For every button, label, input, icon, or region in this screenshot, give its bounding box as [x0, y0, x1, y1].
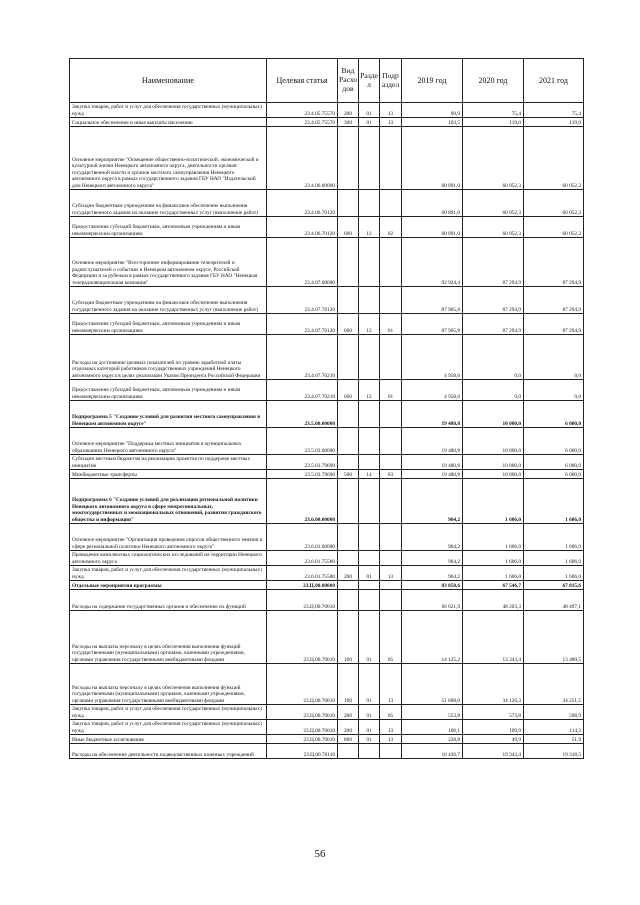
table-row	[70, 380, 584, 401]
cell-subsection: 05	[380, 611, 402, 664]
table-row	[70, 118, 584, 127]
cell-section	[359, 455, 380, 470]
cell-name: Проведение комплексных социологических исследований на территории Ненецкого автономного округа	[70, 551, 267, 566]
cell-section	[359, 524, 380, 551]
cell-kind	[338, 590, 359, 611]
cell-subsection	[380, 335, 402, 380]
cell-subsection	[380, 401, 402, 428]
header-kind: Вид Расхо дов	[338, 59, 359, 103]
table-row	[70, 479, 584, 524]
cell-2019: 51 608,0	[402, 664, 463, 705]
table-row	[70, 590, 584, 611]
cell-kind	[338, 581, 359, 590]
cell-name: Расходы на выплаты персоналу в целях обеспечения выполнения функций государственными (муниципальными) органами, казенными учреждениями, органами управления государственными внебюджетными фондами	[70, 664, 267, 705]
cell-2020: 87 294,9	[463, 287, 524, 314]
header-section: Разде л	[359, 59, 380, 103]
table-row	[70, 287, 584, 314]
cell-section: 12	[359, 314, 380, 335]
cell-2021: 119,0	[524, 118, 584, 127]
cell-2019: 87 965,8	[402, 314, 463, 335]
cell-section: 01	[359, 664, 380, 705]
cell-name: Закупка товаров, работ и услуг для обеспечения государственных (муниципальных) нужд	[70, 705, 267, 720]
cell-subsection	[380, 551, 402, 566]
cell-2019: 964,2	[402, 566, 463, 581]
cell-subsection	[380, 455, 402, 470]
cell-subsection	[380, 190, 402, 217]
table-row	[70, 705, 584, 720]
cell-2021: 87 294,9	[524, 238, 584, 287]
cell-section: 01	[359, 720, 380, 735]
cell-kind	[338, 335, 359, 380]
cell-section	[359, 479, 380, 524]
table-header-row	[70, 59, 584, 103]
cell-name: Подпрограмма 6 "Создание условий для реализации региональной политики Ненецкого автономного округа в сфере межрегиональных, межгосударственных и межнациональных отношений, развития гражданского общества и информации"	[70, 479, 267, 524]
cell-2019: 90,9	[402, 103, 463, 118]
cell-section	[359, 590, 380, 611]
cell-2020: 75,4	[463, 103, 524, 118]
cell-2020: 60 052,3	[463, 127, 524, 190]
cell-section	[359, 238, 380, 287]
cell-section	[359, 287, 380, 314]
cell-2019: 19 480,8	[402, 470, 463, 479]
cell-2021: 87 294,9	[524, 314, 584, 335]
cell-2020: 0,0	[463, 335, 524, 380]
cell-kind	[338, 401, 359, 428]
cell-2021: 19 318,5	[524, 744, 584, 759]
cell-2020: 10 000,0	[463, 470, 524, 479]
cell-2020: 119,0	[463, 118, 524, 127]
cell-2019: 19 480,8	[402, 401, 463, 428]
cell-2021: 0,0	[524, 335, 584, 380]
table-row	[70, 314, 584, 335]
table-row	[70, 664, 584, 705]
cell-2019: 964,2	[402, 524, 463, 551]
cell-name: Закупка товаров, работ и услуг для обеспечения государственных (муниципальных) нужд	[70, 566, 267, 581]
table-row	[70, 566, 584, 581]
cell-section: 12	[359, 217, 380, 238]
cell-2019: 83 058,6	[402, 581, 463, 590]
cell-name: Основное мероприятие "Освещение общественно-политической, экономической и культурной жизни Ненецкого автономного округа, деятельности органов государственной власти и органов местного самоуправления Ненецкого автономного округа в рамках государственного задания ГБУ НАО "Издательский дом Ненецкого автономного округа"	[70, 127, 267, 190]
cell-2020: 60 052,3	[463, 217, 524, 238]
cell-2021: 6 000,0	[524, 470, 584, 479]
cell-kind	[338, 744, 359, 759]
cell-subsection	[380, 428, 402, 455]
cell-name: Иные бюджетные ассигнования	[70, 735, 267, 744]
cell-kind: 600	[338, 217, 359, 238]
cell-article: 23.Ц.00.70010	[267, 590, 338, 611]
cell-kind: 800	[338, 735, 359, 744]
cell-section	[359, 335, 380, 380]
table-row	[70, 103, 584, 118]
cell-2021: 60 052,3	[524, 190, 584, 217]
cell-2020: 0,0	[463, 380, 524, 401]
cell-section: 01	[359, 735, 380, 744]
table-row	[70, 581, 584, 590]
cell-2020: 19 343,4	[463, 744, 524, 759]
cell-subsection: 13	[380, 103, 402, 118]
cell-kind: 200	[338, 103, 359, 118]
budget-table	[69, 58, 584, 759]
cell-2020: 1 606,0	[463, 479, 524, 524]
cell-2019: 103,5	[402, 118, 463, 127]
cell-2021: 13 480,5	[524, 611, 584, 664]
cell-article: 23.5.03.79690	[267, 455, 338, 470]
cell-section: 12	[359, 380, 380, 401]
cell-section: 01	[359, 103, 380, 118]
cell-name: Предоставление субсидий бюджетным, автономным учреждениям и иным некоммерческим организациям	[70, 380, 267, 401]
cell-subsection	[380, 590, 402, 611]
cell-subsection	[380, 581, 402, 590]
cell-article: 23.Ц.00.70010	[267, 720, 338, 735]
cell-kind: 200	[338, 566, 359, 581]
cell-name: Предоставление субсидий бюджетным, автономным учреждениям и иным некоммерческим организациям	[70, 217, 267, 238]
header-name: Наименование	[70, 59, 267, 103]
table-row	[70, 127, 584, 190]
cell-section	[359, 744, 380, 759]
cell-section	[359, 551, 380, 566]
cell-name: Субсидии бюджетным учреждениям на финансовое обеспечение выполнения государственного задания на оказание государственных услуг (выполнение работ)	[70, 190, 267, 217]
cell-2019: 60 891,0	[402, 217, 463, 238]
cell-2021: 75,4	[524, 103, 584, 118]
cell-article: 23.Ц.00.70110	[267, 744, 338, 759]
cell-name: Закупка товаров, работ и услуг для обеспечения государственных (муниципальных) нужд	[70, 103, 267, 118]
page-number: 56	[314, 848, 326, 860]
cell-subsection	[380, 287, 402, 314]
cell-kind: 600	[338, 380, 359, 401]
cell-2021: 67 815,6	[524, 581, 584, 590]
table-row	[70, 335, 584, 380]
cell-section: 14	[359, 470, 380, 479]
cell-subsection: 13	[380, 118, 402, 127]
cell-2021: 1 606,0	[524, 479, 584, 524]
cell-subsection	[380, 744, 402, 759]
cell-article: 23.5.00.00000	[267, 401, 338, 428]
cell-2019: 92 924,4	[402, 238, 463, 287]
cell-2020: 60 052,3	[463, 190, 524, 217]
header-2019: 2019 год	[402, 59, 463, 103]
cell-subsection: 13	[380, 720, 402, 735]
cell-2020: 10 000,0	[463, 455, 524, 470]
cell-article: 23.6.01.00000	[267, 524, 338, 551]
cell-article: 23.Ц.00.70010	[267, 611, 338, 664]
cell-kind: 200	[338, 705, 359, 720]
cell-name: Расходы на достижение целевых показателей по уровню заработной платы отдельных категорий работников государственных учреждений Ненецкого автономного округа в целях реализации Указов Президента Российской Федерации	[70, 335, 267, 380]
cell-name: Основное мероприятие "Поддержка местных инициатив в муниципальных образованиях Ненецкого автономного округа"	[70, 428, 267, 455]
cell-section: 01	[359, 705, 380, 720]
table-row	[70, 744, 584, 759]
cell-name: Подпрограмма 5 "Создание условий для развития местного самоуправления в Ненецком автономном округе"	[70, 401, 267, 428]
cell-name: Субсидии местным бюджетам на реализацию проектов по поддержке местных инициатив	[70, 455, 267, 470]
cell-name: Социальное обеспечение и иные выплаты населению	[70, 118, 267, 127]
cell-2020: 573,8	[463, 705, 524, 720]
table-row	[70, 238, 584, 287]
cell-2019: 553,8	[402, 705, 463, 720]
cell-2019: 16 436,7	[402, 744, 463, 759]
cell-kind: 600	[338, 314, 359, 335]
cell-2019: 4 958,6	[402, 335, 463, 380]
cell-2020: 1 606,0	[463, 524, 524, 551]
cell-article: 23.6.00.00000	[267, 479, 338, 524]
cell-2020: 10 000,0	[463, 428, 524, 455]
table-row	[70, 735, 584, 744]
table-row	[70, 190, 584, 217]
cell-2020: 87 294,9	[463, 314, 524, 335]
cell-2021: 114,3	[524, 720, 584, 735]
cell-section	[359, 401, 380, 428]
cell-article: 23.Ц.00.70010	[267, 664, 338, 705]
cell-article: 23.5.03.79690	[267, 470, 338, 479]
cell-2020: 34 126,3	[463, 664, 524, 705]
cell-2019: 87 965,8	[402, 287, 463, 314]
cell-2020: 67 546,7	[463, 581, 524, 590]
cell-article: 23.4.07.70210	[267, 335, 338, 380]
cell-kind	[338, 551, 359, 566]
cell-subsection: 05	[380, 705, 402, 720]
cell-subsection	[380, 127, 402, 190]
cell-kind	[338, 238, 359, 287]
cell-kind: 300	[338, 118, 359, 127]
cell-section	[359, 581, 380, 590]
table-row	[70, 524, 584, 551]
cell-2019: 60 891,0	[402, 190, 463, 217]
cell-article: 23.6.01.75580	[267, 566, 338, 581]
cell-subsection: 13	[380, 735, 402, 744]
cell-kind	[338, 190, 359, 217]
header-2020: 2020 год	[463, 59, 524, 103]
cell-kind: 100	[338, 611, 359, 664]
cell-section	[359, 127, 380, 190]
cell-article: 23.4.07.70210	[267, 380, 338, 401]
table-row	[70, 470, 584, 479]
cell-kind	[338, 479, 359, 524]
cell-article: 23.4.06.70120	[267, 190, 338, 217]
cell-2021: 51,9	[524, 735, 584, 744]
cell-2019: 964,2	[402, 551, 463, 566]
cell-name: Расходы на содержание государственных органов и обеспечение их функций	[70, 590, 267, 611]
cell-2021: 34 251,5	[524, 664, 584, 705]
cell-name: Расходы на обеспечение деятельности подведомственных казенных учреждений	[70, 744, 267, 759]
cell-kind	[338, 127, 359, 190]
cell-2021: 0,0	[524, 380, 584, 401]
cell-subsection: 03	[380, 470, 402, 479]
cell-2019: 228,8	[402, 735, 463, 744]
cell-article: 23.Ц.00.00000	[267, 581, 338, 590]
cell-2019: 66 621,9	[402, 590, 463, 611]
cell-2021: 48 497,1	[524, 590, 584, 611]
cell-subsection	[380, 479, 402, 524]
cell-kind	[338, 524, 359, 551]
cell-2020: 13 343,4	[463, 611, 524, 664]
cell-article: 23.Ц.00.70010	[267, 735, 338, 744]
cell-2021: 60 052,3	[524, 127, 584, 190]
cell-name: Основное мероприятие "Организация проведения опросов общественного мнения в сфере региональной политики Ненецкого автономного округа"	[70, 524, 267, 551]
cell-kind	[338, 287, 359, 314]
cell-kind: 200	[338, 720, 359, 735]
table-row	[70, 611, 584, 664]
cell-section: 01	[359, 611, 380, 664]
cell-section: 01	[359, 566, 380, 581]
cell-2021: 6 000,0	[524, 428, 584, 455]
cell-2019: 60 891,0	[402, 127, 463, 190]
cell-kind: 100	[338, 664, 359, 705]
table-row	[70, 720, 584, 735]
cell-2020: 87 294,9	[463, 238, 524, 287]
table-row	[70, 401, 584, 428]
cell-article: 23.4.05.75570	[267, 103, 338, 118]
cell-name: Межбюджетные трансферты	[70, 470, 267, 479]
cell-2021: 1 606,0	[524, 566, 584, 581]
table-row	[70, 428, 584, 455]
cell-subsection: 13	[380, 664, 402, 705]
cell-2021: 60 052,3	[524, 217, 584, 238]
cell-article: 23.5.03.00000	[267, 428, 338, 455]
cell-2021: 6 000,0	[524, 401, 584, 428]
cell-name: Субсидии бюджетным учреждениям на финансовое обеспечение выполнения государственного задания на оказание государственных услуг (выполнение работ)	[70, 287, 267, 314]
cell-article: 23.4.07.00000	[267, 238, 338, 287]
cell-2021: 1 606,0	[524, 524, 584, 551]
cell-2020: 10 000,0	[463, 401, 524, 428]
header-article: Целевая статья	[267, 59, 338, 103]
cell-kind: 500	[338, 470, 359, 479]
table-row	[70, 551, 584, 566]
cell-2020: 1 606,0	[463, 551, 524, 566]
cell-subsection: 01	[380, 314, 402, 335]
table-body	[70, 103, 584, 759]
cell-article: 23.Ц.00.70010	[267, 705, 338, 720]
cell-2019: 14 125,2	[402, 611, 463, 664]
cell-name: Предоставление субсидий бюджетным, автономным учреждениям и иным некоммерческим организациям	[70, 314, 267, 335]
cell-2021: 6 000,0	[524, 455, 584, 470]
header-2021: 2021 год	[524, 59, 584, 103]
cell-2021: 1 606,0	[524, 551, 584, 566]
cell-2020: 49,9	[463, 735, 524, 744]
cell-2019: 19 480,8	[402, 428, 463, 455]
cell-subsection	[380, 524, 402, 551]
cell-2019: 106,1	[402, 720, 463, 735]
cell-name: Закупка товаров, работ и услуг для обеспечения государственных (муниципальных) нужд	[70, 720, 267, 735]
cell-name: Отдельные мероприятия программы	[70, 581, 267, 590]
cell-section	[359, 428, 380, 455]
cell-2021: 87 294,9	[524, 287, 584, 314]
table-row	[70, 217, 584, 238]
cell-2020: 1 606,0	[463, 566, 524, 581]
cell-article: 23.4.06.70120	[267, 217, 338, 238]
cell-section: 01	[359, 118, 380, 127]
cell-article: 23.4.07.70120	[267, 314, 338, 335]
cell-subsection: 01	[380, 380, 402, 401]
cell-kind	[338, 428, 359, 455]
cell-2019: 964,2	[402, 479, 463, 524]
cell-section	[359, 190, 380, 217]
cell-name: Расходы на выплаты персоналу в целях обеспечения выполнения функций государственными (муниципальными) органами, казенными учреждениями, органами управления государственными внебюджетными фондами	[70, 611, 267, 664]
cell-2019: 19 480,8	[402, 455, 463, 470]
cell-2020: 48 203,3	[463, 590, 524, 611]
cell-article: 23.4.07.70120	[267, 287, 338, 314]
cell-article: 23.4.06.00000	[267, 127, 338, 190]
cell-2020: 109,9	[463, 720, 524, 735]
cell-kind	[338, 455, 359, 470]
cell-article: 23.6.01.75580	[267, 551, 338, 566]
header-subsection: Подр аздел	[380, 59, 402, 103]
cell-subsection: 02	[380, 217, 402, 238]
cell-subsection	[380, 238, 402, 287]
cell-subsection: 13	[380, 566, 402, 581]
cell-name: Основное мероприятие "Всестороннее информирование телезрителей и радиослушателей о событиях в Ненецком автономном округе, Российской Федерации и за рубежом в рамках государственного задания ГБУ НАО "Ненецкая телерадиовещательная компания"	[70, 238, 267, 287]
cell-2021: 598,9	[524, 705, 584, 720]
cell-article: 23.4.05.75570	[267, 118, 338, 127]
table-row	[70, 455, 584, 470]
cell-2019: 4 958,6	[402, 380, 463, 401]
